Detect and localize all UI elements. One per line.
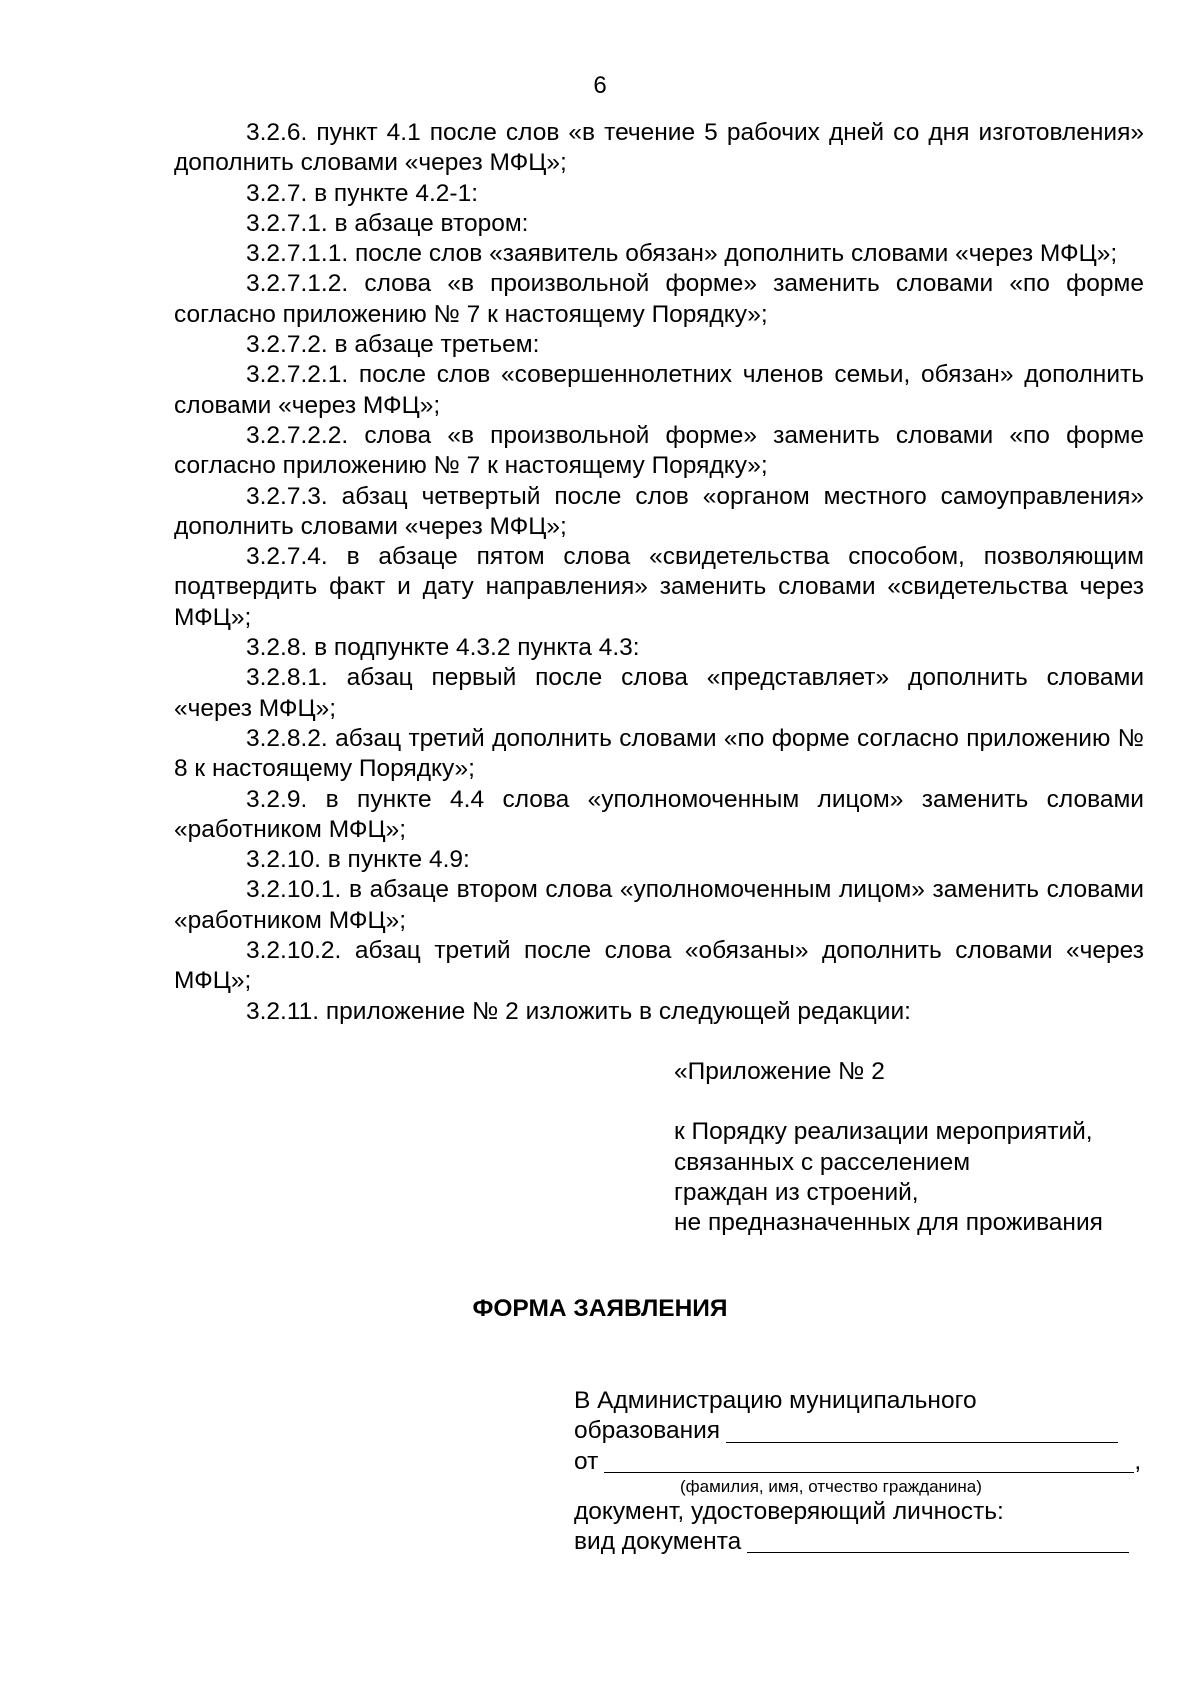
addressee-line-4 (574, 1497, 1154, 1527)
applicant-name-hint: (фамилия, имя, отчество гражданина) (680, 1476, 982, 1496)
paragraph-3-2-7-2: 3.2.7.2. в абзаце третьем: (246, 331, 540, 359)
paragraph-3-2-10: 3.2.10. в пункте 4.9: (246, 846, 470, 874)
annex-header (674, 1057, 1174, 1238)
paragraph-3-2-8-1: 3.2.8.1. абзац первый после слова «представляет» дополнить словами «через МФЦ»; (174, 664, 1144, 722)
paragraph-3-2-10-2: 3.2.10.2. абзац третий после слова «обязаны» дополнить словами «через МФЦ»; (174, 937, 1144, 995)
addressee-line-3 (574, 1447, 1154, 1477)
page-number: 6 (593, 72, 607, 99)
paragraph-3-2-7-2-2: 3.2.7.2.2. слова «в произвольной форме» заменить словами «по форме согласно приложению № 7 к настоящему Порядку»; (174, 421, 1144, 480)
applicant-name-blank-line[interactable] (604, 1450, 1134, 1473)
form-title: ФОРМА ЗАЯВЛЕНИЯ (472, 1295, 728, 1322)
paragraph-3-2-11: 3.2.11. приложение № 2 изложить в следующей редакции: (246, 997, 911, 1025)
identity-document-label: документ, удостоверяющий личность: (574, 1497, 1004, 1525)
paragraph-3-2-7-4: 3.2.7.4. в абзаце пятом слова «свидетельства способом, позволяющим подтвердить факт и дату направления» заменить словами «свидетельства через МФЦ»; (174, 543, 1144, 631)
annex-line: связанных с расселением (674, 1148, 971, 1176)
paragraph-3-2-7-2-1: 3.2.7.2.1. после слов «совершеннолетних членов семьи, обязан» дополнить словами «через МФЦ»; (174, 361, 1144, 419)
paragraph-3-2-8-2: 3.2.8.2. абзац третий дополнить словами «по форме согласно приложению № 8 к настоящему Порядку»; (174, 724, 1144, 783)
document-type-label: вид документа (574, 1528, 742, 1556)
document-type-blank-line[interactable] (747, 1530, 1129, 1553)
addressee-line-5 (574, 1527, 1154, 1557)
addressee-line-1 (574, 1386, 1154, 1416)
paragraph-3-2-7-3: 3.2.7.3. абзац четвертый после слов «органом местного самоуправления» дополнить словами «через МФЦ»; (174, 482, 1144, 540)
annex-heading: «Приложение № 2 (674, 1058, 885, 1085)
annex-line: к Порядку реализации мероприятий, (674, 1118, 1093, 1146)
paragraph-3-2-6: 3.2.6. пункт 4.1 после слов «в течение 5 рабочих дней со дня изготовления» дополнить словами «через МФЦ»; (174, 119, 1144, 177)
paragraph-3-2-7-1-1: 3.2.7.1.1. после слов «заявитель обязан» дополнить словами «через МФЦ»; (246, 240, 1118, 268)
addressee-administration: В Администрацию муниципального (574, 1387, 977, 1414)
paragraph-3-2-7-1: 3.2.7.1. в абзаце втором: (246, 209, 529, 237)
paragraph-3-2-8: 3.2.8. в подпункте 4.3.2 пункта 4.3: (246, 634, 640, 662)
paragraph-3-2-7-1-2: 3.2.7.1.2. слова «в произвольной форме» заменить словами «по форме согласно приложению № 7 к настоящему Порядку»; (174, 270, 1144, 328)
paragraph-3-2-9: 3.2.9. в пункте 4.4 слова «уполномоченным лицом» заменить словами «работником МФЦ»; (174, 785, 1144, 843)
addressee-block (574, 1386, 1154, 1557)
municipality-blank-line[interactable] (726, 1420, 1118, 1443)
addressee-line-2 (574, 1416, 1154, 1446)
annex-line: граждан из строений, (674, 1178, 919, 1206)
applicant-comma: , (1134, 1447, 1142, 1475)
addressee-municipality-label: образования (574, 1417, 721, 1445)
paragraph-3-2-7: 3.2.7. в пункте 4.2-1: (246, 179, 478, 207)
annex-line: не предназначенных для проживания (674, 1209, 1103, 1237)
applicant-from-label: от (574, 1447, 599, 1475)
amendment-list (174, 118, 1144, 1027)
paragraph-3-2-10-1: 3.2.10.1. в абзаце втором слова «уполномоченным лицом» заменить словами «работником МФЦ»; (174, 876, 1144, 934)
